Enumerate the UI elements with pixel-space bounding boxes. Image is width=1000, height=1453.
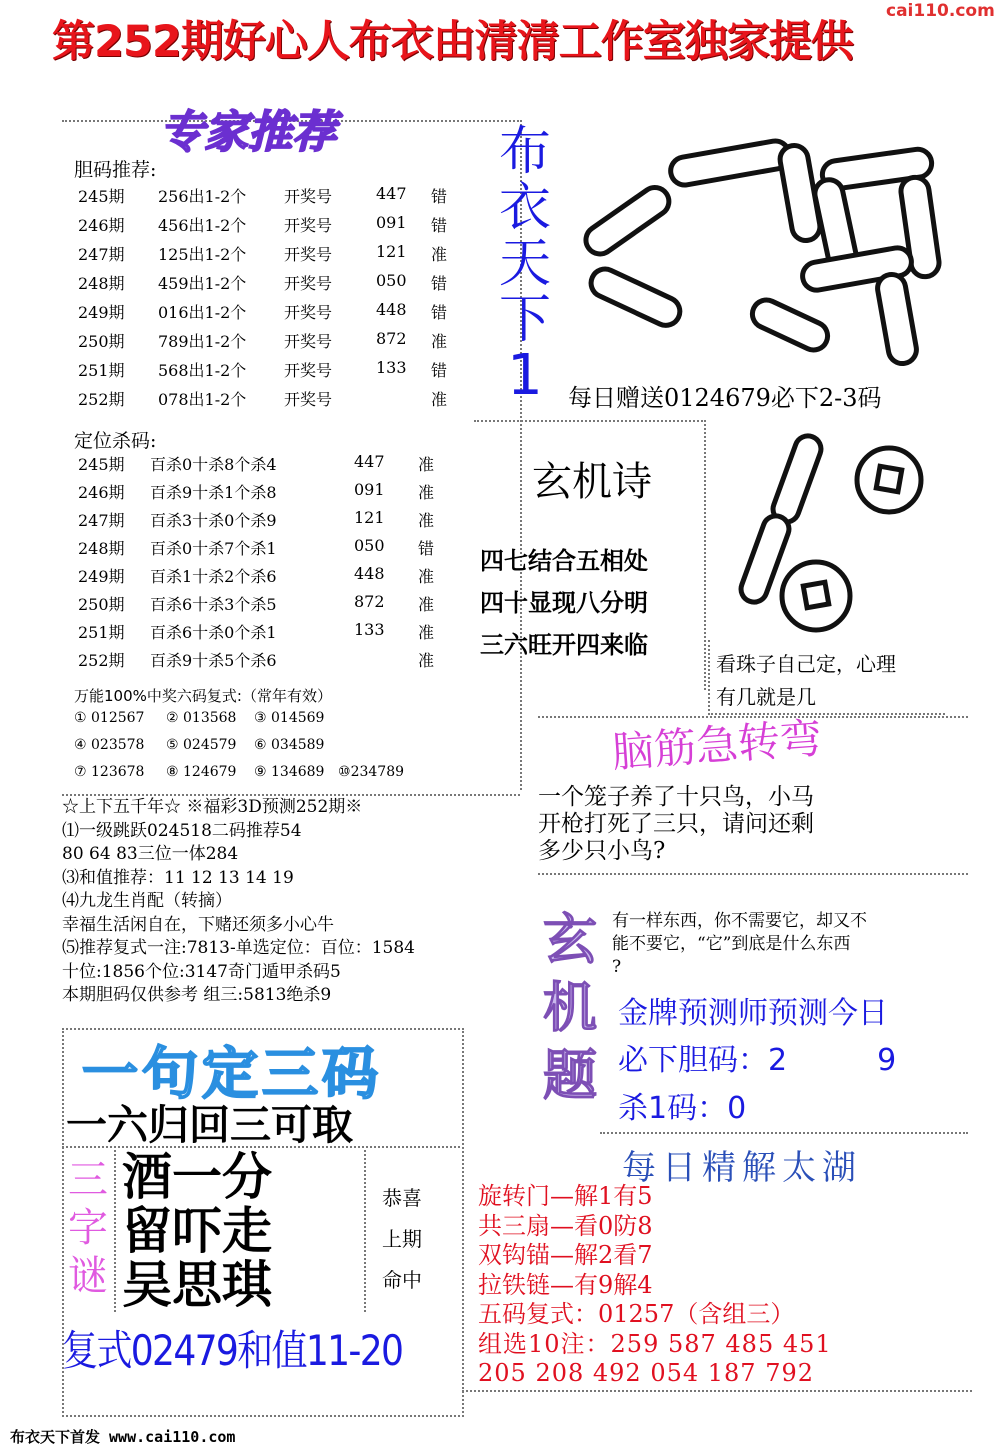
combo-item: ⑥ 034589 xyxy=(254,737,325,753)
combo-item: ② 013568 xyxy=(166,710,237,726)
bottom-divider xyxy=(462,1390,972,1392)
dan-pick: 必下胆码：2 9 xyxy=(618,1043,897,1078)
combo-item: ④ 023578 xyxy=(74,737,145,753)
expert-heading: 专家推荐 xyxy=(160,107,336,158)
taihu-line: 旋转门—解1有5 xyxy=(478,1182,653,1210)
wuqian-line: ☆上下五千年☆ ※福彩3D预测252期※ xyxy=(62,797,363,817)
taihu-line: 组选10注：259 587 485 451 xyxy=(478,1329,832,1358)
wuqian-line: ⑸推荐复式一注:7813-单选定位：百位：1584 xyxy=(62,938,415,958)
combo-item: ⑩234789 xyxy=(338,764,405,780)
wuqian-line: ⑴一级跳跃024518二码推荐54 xyxy=(62,820,302,841)
poem-line: 三六旺开四来临 xyxy=(480,631,648,659)
riddle-line: 留吓走 xyxy=(122,1201,272,1260)
taihu-line: 五码复式：01257（含组三） xyxy=(478,1300,795,1328)
combo-item: ⑧ 124679 xyxy=(166,764,237,780)
combo-label: 万能100%中奖六码复式:（常年有效） xyxy=(74,687,332,705)
yiju-phrase: 一六归回三可取 xyxy=(66,1101,353,1149)
congrats: 恭喜 上期 命中 xyxy=(382,1186,422,1292)
page-title: 第252期好心人布衣由清清工作室独家提供 xyxy=(52,17,853,67)
san-zi-mi-label: 三 字 谜 xyxy=(68,1157,108,1299)
abacus-29-drawing xyxy=(570,115,950,370)
wuqian-block xyxy=(62,796,532,1011)
combo-item: ⑦ 123678 xyxy=(74,764,145,780)
fushi-footer: 复式02479和值11-20 xyxy=(62,1326,403,1375)
wuqian-line: 十位:1856个位:3147奇门遁甲杀码5 xyxy=(62,961,341,982)
dan-table: 245期 256出1-2个 开奖号 447 错 246期 456出1-2个 开奖号 091 错 247期 125出1-2个 开奖号 121 准 248期 459出1-2个 开奖号 050 错 249期 016出1-2个 开奖号 448 错 250期 789出1-2个 开奖号 872 准 251期 568出1-2个 开奖号 133 错 252期 078出1-2个 开奖号 准 xyxy=(78,184,448,409)
wuqian-line: ⑶和值推荐：11 12 13 14 19 xyxy=(62,867,294,888)
taihu-heading: 每日精解太湖 xyxy=(622,1148,862,1188)
poem-note: 看珠子自己定，心理 有几就是几 xyxy=(716,652,896,709)
combo-item: ③ 014569 xyxy=(254,710,325,726)
poem-lines xyxy=(480,540,648,666)
poem-line: 四十显现八分明 xyxy=(480,589,648,617)
riddle-lines xyxy=(122,1147,272,1314)
xuanji-riddle: 有一样东西，你不需要它，却又不 能不要它，“它”到底是什么东西 ? xyxy=(612,911,867,977)
yiju-heading: 一句定三码 xyxy=(82,1042,382,1107)
abacus-10-drawing xyxy=(716,416,946,641)
beads-drawing xyxy=(716,416,946,641)
poem-line: 四七结合五相处 xyxy=(480,547,648,575)
wuqian-line: 幸福生活闲自在，下赌还须多小心牛 xyxy=(62,914,334,935)
xuanji-vertical: 玄 机 题 xyxy=(543,908,597,1107)
footer-text: 布衣天下首发 www.cai110.com xyxy=(10,1428,236,1446)
taihu-line: 拉铁链—有9解4 xyxy=(478,1270,653,1299)
wuqian-line: ⑷九龙生肖配（转摘） xyxy=(62,891,232,911)
dan-label: 胆码推荐: xyxy=(74,159,157,181)
dan-value: 9 xyxy=(877,1043,897,1078)
buyi-vertical: 布 衣 天 下 1 xyxy=(498,122,551,408)
taihu-box xyxy=(600,1132,968,1134)
riddle-line: 吴思琪 xyxy=(122,1255,272,1314)
kill-label: 定位杀码: xyxy=(74,430,157,452)
taihu-line: 205 208 492 054 187 792 xyxy=(478,1359,814,1387)
taihu-line: 共三扇—看0防8 xyxy=(478,1211,653,1240)
gold-title: 金牌预测师预测今日 xyxy=(618,996,888,1031)
kill-pick: 杀1码：0 xyxy=(618,1091,747,1126)
taihu-lines xyxy=(478,1182,832,1389)
poem-heading: 玄机诗 xyxy=(532,459,652,505)
riddle-line: 酒一分 xyxy=(122,1147,272,1206)
combo-item: ① 012567 xyxy=(74,710,145,726)
brain-question: 一个笼子养了十只鸟，小马 开枪打死了三只，请问还剩 多少只小鸟? xyxy=(538,784,814,864)
combo-item: ⑤ 024579 xyxy=(166,737,237,753)
xuanji-divider xyxy=(538,873,968,875)
combo-grid xyxy=(74,710,474,790)
wuqian-line: 80 64 83三位一体284 xyxy=(62,844,239,864)
site-badge[interactable]: cai110.com xyxy=(886,1,995,21)
daily-gift: 每日赠送0124679必下2-3码 xyxy=(568,384,882,412)
kill-value: 0 xyxy=(727,1091,747,1126)
wuqian-line: 本期胆码仅供参考 组三:5813绝杀9 xyxy=(62,985,332,1005)
kill-table: 245期 百杀0十杀8个杀4 447 准 246期 百杀9十杀1个杀8 091 准 247期 百杀3十杀0个杀9 121 准 248期 百杀0十杀7个杀1 050 错 249期 百杀1十杀2个杀6 448 准 250期 百杀6十杀3个杀5 872 准 251期 百杀6十杀0个杀1 133 准 252期 百杀9十杀5个杀6 准 xyxy=(78,452,435,670)
big-number xyxy=(570,115,950,370)
combo-item: ⑨ 134689 xyxy=(254,764,325,780)
taihu-line: 双钩锚—解2看7 xyxy=(478,1241,653,1269)
brain-heading: 脑筋急转弯 xyxy=(610,713,824,777)
dan-value: 2 xyxy=(768,1043,788,1078)
